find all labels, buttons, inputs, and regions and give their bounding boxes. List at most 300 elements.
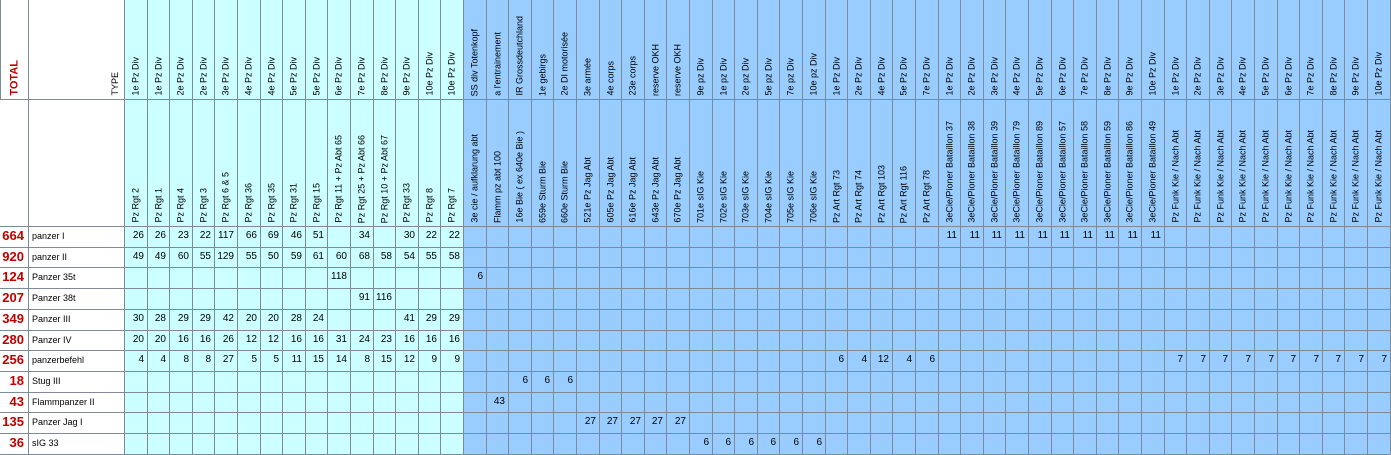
data-cell[interactable]: [1278, 248, 1300, 268]
row-type-cell[interactable]: [29, 434, 125, 455]
data-cell[interactable]: [148, 351, 170, 372]
data-cell[interactable]: [780, 351, 803, 372]
column-unit-header[interactable]: [170, 100, 193, 227]
data-cell[interactable]: [441, 331, 464, 351]
data-cell[interactable]: [667, 393, 690, 413]
data-cell[interactable]: [1368, 310, 1391, 331]
data-cell[interactable]: [577, 413, 600, 434]
data-cell[interactable]: [1119, 393, 1142, 413]
data-cell[interactable]: [419, 413, 441, 434]
data-cell[interactable]: [261, 289, 283, 310]
data-cell[interactable]: [803, 248, 826, 268]
column-division-header[interactable]: [1300, 0, 1323, 100]
data-cell[interactable]: [961, 227, 984, 248]
data-cell[interactable]: [735, 372, 758, 393]
data-cell[interactable]: [419, 310, 441, 331]
data-cell[interactable]: [1142, 413, 1165, 434]
data-cell[interactable]: [554, 310, 577, 331]
data-cell[interactable]: [690, 227, 713, 248]
data-cell[interactable]: [667, 331, 690, 351]
data-cell[interactable]: [667, 351, 690, 372]
data-cell[interactable]: [1074, 289, 1097, 310]
data-cell[interactable]: [984, 413, 1006, 434]
data-cell[interactable]: [577, 227, 600, 248]
column-division-header[interactable]: [509, 0, 532, 100]
data-cell[interactable]: [487, 289, 509, 310]
column-unit-header[interactable]: [1210, 100, 1232, 227]
data-cell[interactable]: [780, 289, 803, 310]
data-cell[interactable]: [667, 372, 690, 393]
data-cell[interactable]: [1006, 351, 1029, 372]
data-cell[interactable]: [577, 351, 600, 372]
column-unit-header[interactable]: [735, 100, 758, 227]
data-cell[interactable]: [1278, 393, 1300, 413]
data-cell[interactable]: [1278, 413, 1300, 434]
data-cell[interactable]: [735, 310, 758, 331]
data-cell[interactable]: [396, 372, 419, 393]
row-total-cell[interactable]: [0, 413, 29, 434]
data-cell[interactable]: [396, 227, 419, 248]
data-cell[interactable]: [1052, 248, 1074, 268]
data-cell[interactable]: [803, 268, 826, 289]
column-division-header[interactable]: [645, 0, 667, 100]
data-cell[interactable]: [758, 289, 780, 310]
data-cell[interactable]: [1300, 268, 1323, 289]
data-cell[interactable]: [306, 289, 328, 310]
data-cell[interactable]: [893, 227, 916, 248]
column-division-header[interactable]: [238, 0, 261, 100]
data-cell[interactable]: [283, 393, 306, 413]
data-cell[interactable]: [1345, 372, 1368, 393]
data-cell[interactable]: [1119, 248, 1142, 268]
data-cell[interactable]: [713, 393, 735, 413]
data-cell[interactable]: [1142, 227, 1165, 248]
data-cell[interactable]: [419, 227, 441, 248]
data-cell[interactable]: [1119, 372, 1142, 393]
data-cell[interactable]: [1323, 289, 1345, 310]
column-division-header[interactable]: [713, 0, 735, 100]
data-cell[interactable]: [1029, 289, 1052, 310]
data-cell[interactable]: [374, 393, 396, 413]
data-cell[interactable]: [690, 434, 713, 455]
data-cell[interactable]: [1255, 434, 1278, 455]
data-cell[interactable]: [1165, 268, 1187, 289]
data-cell[interactable]: [306, 310, 328, 331]
column-division-header[interactable]: [577, 0, 600, 100]
data-cell[interactable]: [1210, 351, 1232, 372]
data-cell[interactable]: [1165, 248, 1187, 268]
data-cell[interactable]: [1255, 393, 1278, 413]
data-cell[interactable]: [487, 372, 509, 393]
data-cell[interactable]: [916, 268, 939, 289]
data-cell[interactable]: [509, 268, 532, 289]
column-division-header[interactable]: [848, 0, 871, 100]
data-cell[interactable]: [215, 434, 238, 455]
data-cell[interactable]: [532, 289, 554, 310]
data-cell[interactable]: [600, 393, 622, 413]
data-cell[interactable]: [306, 393, 328, 413]
data-cell[interactable]: [984, 227, 1006, 248]
data-cell[interactable]: [532, 268, 554, 289]
data-cell[interactable]: [1210, 393, 1232, 413]
data-cell[interactable]: [215, 289, 238, 310]
data-cell[interactable]: [939, 310, 961, 331]
data-cell[interactable]: [871, 289, 893, 310]
data-cell[interactable]: [351, 413, 374, 434]
column-unit-header[interactable]: [1345, 100, 1368, 227]
data-cell[interactable]: [871, 372, 893, 393]
data-cell[interactable]: [396, 248, 419, 268]
data-cell[interactable]: [893, 310, 916, 331]
data-cell[interactable]: [1300, 310, 1323, 331]
data-cell[interactable]: [1345, 351, 1368, 372]
data-cell[interactable]: [939, 351, 961, 372]
column-unit-header[interactable]: [961, 100, 984, 227]
data-cell[interactable]: [622, 351, 645, 372]
data-cell[interactable]: [848, 351, 871, 372]
data-cell[interactable]: [871, 227, 893, 248]
data-cell[interactable]: [351, 331, 374, 351]
data-cell[interactable]: [961, 413, 984, 434]
column-unit-header[interactable]: [148, 100, 170, 227]
data-cell[interactable]: [125, 393, 148, 413]
data-cell[interactable]: [622, 331, 645, 351]
row-type-cell[interactable]: [29, 393, 125, 413]
data-cell[interactable]: [1187, 434, 1210, 455]
data-cell[interactable]: [554, 268, 577, 289]
data-cell[interactable]: [306, 372, 328, 393]
data-cell[interactable]: [148, 268, 170, 289]
row-total-cell[interactable]: [0, 310, 29, 331]
data-cell[interactable]: [1232, 351, 1255, 372]
column-division-header[interactable]: [735, 0, 758, 100]
data-cell[interactable]: [215, 248, 238, 268]
data-cell[interactable]: [1097, 268, 1119, 289]
data-cell[interactable]: [193, 393, 215, 413]
data-cell[interactable]: [419, 372, 441, 393]
data-cell[interactable]: [170, 434, 193, 455]
data-cell[interactable]: [532, 434, 554, 455]
data-cell[interactable]: [374, 248, 396, 268]
data-cell[interactable]: [374, 310, 396, 331]
data-cell[interactable]: [622, 413, 645, 434]
data-cell[interactable]: [577, 372, 600, 393]
data-cell[interactable]: [351, 393, 374, 413]
data-cell[interactable]: [1074, 227, 1097, 248]
column-division-header[interactable]: [1074, 0, 1097, 100]
data-cell[interactable]: [961, 289, 984, 310]
data-cell[interactable]: [419, 434, 441, 455]
row-type-cell[interactable]: [29, 351, 125, 372]
data-cell[interactable]: [509, 413, 532, 434]
data-cell[interactable]: [306, 248, 328, 268]
data-cell[interactable]: [1097, 289, 1119, 310]
data-cell[interactable]: [690, 351, 713, 372]
column-division-header[interactable]: [667, 0, 690, 100]
column-division-header[interactable]: [1006, 0, 1029, 100]
data-cell[interactable]: [600, 289, 622, 310]
column-unit-header[interactable]: [396, 100, 419, 227]
column-unit-header[interactable]: [667, 100, 690, 227]
column-unit-header[interactable]: [351, 100, 374, 227]
data-cell[interactable]: [283, 372, 306, 393]
data-cell[interactable]: [441, 268, 464, 289]
data-cell[interactable]: [193, 248, 215, 268]
column-division-header[interactable]: [328, 0, 351, 100]
data-cell[interactable]: [328, 248, 351, 268]
column-division-header[interactable]: [1323, 0, 1345, 100]
data-cell[interactable]: [328, 331, 351, 351]
column-division-header[interactable]: [916, 0, 939, 100]
column-unit-header[interactable]: [1119, 100, 1142, 227]
data-cell[interactable]: [1074, 393, 1097, 413]
column-division-header[interactable]: [758, 0, 780, 100]
data-cell[interactable]: [916, 351, 939, 372]
data-cell[interactable]: [1006, 289, 1029, 310]
data-cell[interactable]: [1278, 351, 1300, 372]
data-cell[interactable]: [532, 393, 554, 413]
data-cell[interactable]: [396, 268, 419, 289]
data-cell[interactable]: [125, 372, 148, 393]
data-cell[interactable]: [170, 331, 193, 351]
data-cell[interactable]: [758, 268, 780, 289]
row-type-cell[interactable]: [29, 310, 125, 331]
data-cell[interactable]: [1165, 310, 1187, 331]
data-cell[interactable]: [780, 310, 803, 331]
data-cell[interactable]: [215, 268, 238, 289]
column-division-header[interactable]: [487, 0, 509, 100]
column-unit-header[interactable]: [487, 100, 509, 227]
data-cell[interactable]: [351, 372, 374, 393]
column-unit-header[interactable]: [984, 100, 1006, 227]
column-unit-header[interactable]: [1255, 100, 1278, 227]
data-cell[interactable]: [961, 351, 984, 372]
data-cell[interactable]: [1278, 289, 1300, 310]
data-cell[interactable]: [1232, 227, 1255, 248]
data-cell[interactable]: [238, 248, 261, 268]
data-cell[interactable]: [1300, 413, 1323, 434]
column-division-header[interactable]: [125, 0, 148, 100]
data-cell[interactable]: [1232, 248, 1255, 268]
data-cell[interactable]: [667, 434, 690, 455]
data-cell[interactable]: [645, 227, 667, 248]
data-cell[interactable]: [622, 310, 645, 331]
data-cell[interactable]: [170, 413, 193, 434]
data-cell[interactable]: [735, 227, 758, 248]
data-cell[interactable]: [283, 434, 306, 455]
data-cell[interactable]: [939, 289, 961, 310]
data-cell[interactable]: [893, 434, 916, 455]
data-cell[interactable]: [351, 351, 374, 372]
data-cell[interactable]: [148, 372, 170, 393]
row-total-cell[interactable]: [0, 248, 29, 268]
column-division-header[interactable]: [1187, 0, 1210, 100]
row-type-cell[interactable]: [29, 372, 125, 393]
data-cell[interactable]: [916, 227, 939, 248]
data-cell[interactable]: [667, 310, 690, 331]
column-unit-header[interactable]: [848, 100, 871, 227]
data-cell[interactable]: [690, 248, 713, 268]
data-cell[interactable]: [374, 331, 396, 351]
row-total-cell[interactable]: [0, 393, 29, 413]
data-cell[interactable]: [1074, 248, 1097, 268]
data-cell[interactable]: [306, 268, 328, 289]
row-total-cell[interactable]: [0, 289, 29, 310]
column-unit-header[interactable]: [1232, 100, 1255, 227]
data-cell[interactable]: [1006, 268, 1029, 289]
data-cell[interactable]: [283, 289, 306, 310]
data-cell[interactable]: [487, 351, 509, 372]
data-cell[interactable]: [713, 227, 735, 248]
data-cell[interactable]: [622, 268, 645, 289]
data-cell[interactable]: [328, 227, 351, 248]
data-cell[interactable]: [1097, 227, 1119, 248]
data-cell[interactable]: [215, 310, 238, 331]
data-cell[interactable]: [554, 331, 577, 351]
data-cell[interactable]: [690, 310, 713, 331]
data-cell[interactable]: [125, 434, 148, 455]
column-unit-header[interactable]: [238, 100, 261, 227]
data-cell[interactable]: [1142, 248, 1165, 268]
data-cell[interactable]: [780, 434, 803, 455]
data-cell[interactable]: [645, 289, 667, 310]
data-cell[interactable]: [1187, 248, 1210, 268]
data-cell[interactable]: [916, 393, 939, 413]
data-cell[interactable]: [1165, 289, 1187, 310]
data-cell[interactable]: [1006, 331, 1029, 351]
data-cell[interactable]: [554, 289, 577, 310]
data-cell[interactable]: [238, 434, 261, 455]
data-cell[interactable]: [916, 434, 939, 455]
data-cell[interactable]: [780, 331, 803, 351]
data-cell[interactable]: [1029, 310, 1052, 331]
column-unit-header[interactable]: [1165, 100, 1187, 227]
data-cell[interactable]: [1006, 413, 1029, 434]
data-cell[interactable]: [984, 351, 1006, 372]
data-cell[interactable]: [1165, 372, 1187, 393]
data-cell[interactable]: [261, 310, 283, 331]
data-cell[interactable]: [148, 331, 170, 351]
data-cell[interactable]: [487, 268, 509, 289]
data-cell[interactable]: [464, 393, 487, 413]
data-cell[interactable]: [803, 310, 826, 331]
data-cell[interactable]: [532, 310, 554, 331]
data-cell[interactable]: [238, 289, 261, 310]
data-cell[interactable]: [1142, 310, 1165, 331]
data-cell[interactable]: [622, 227, 645, 248]
data-cell[interactable]: [554, 372, 577, 393]
data-cell[interactable]: [577, 248, 600, 268]
column-unit-header[interactable]: [1300, 100, 1323, 227]
data-cell[interactable]: [464, 227, 487, 248]
data-cell[interactable]: [1052, 434, 1074, 455]
data-cell[interactable]: [826, 227, 848, 248]
data-cell[interactable]: [125, 248, 148, 268]
data-cell[interactable]: [509, 227, 532, 248]
data-cell[interactable]: [1029, 227, 1052, 248]
data-cell[interactable]: [961, 268, 984, 289]
column-division-header[interactable]: [148, 0, 170, 100]
data-cell[interactable]: [1345, 434, 1368, 455]
data-cell[interactable]: [1210, 268, 1232, 289]
data-cell[interactable]: [939, 413, 961, 434]
data-cell[interactable]: [758, 413, 780, 434]
data-cell[interactable]: [1006, 434, 1029, 455]
data-cell[interactable]: [803, 351, 826, 372]
data-cell[interactable]: [374, 351, 396, 372]
data-cell[interactable]: [374, 372, 396, 393]
data-cell[interactable]: [893, 268, 916, 289]
column-unit-header[interactable]: [419, 100, 441, 227]
data-cell[interactable]: [419, 268, 441, 289]
data-cell[interactable]: [261, 248, 283, 268]
row-total-cell[interactable]: [0, 434, 29, 455]
column-unit-header[interactable]: [1323, 100, 1345, 227]
data-cell[interactable]: [1029, 393, 1052, 413]
row-type-cell[interactable]: [29, 227, 125, 248]
data-cell[interactable]: [735, 289, 758, 310]
column-unit-header[interactable]: [1052, 100, 1074, 227]
data-cell[interactable]: [1323, 434, 1345, 455]
data-cell[interactable]: [577, 393, 600, 413]
data-cell[interactable]: [600, 268, 622, 289]
data-cell[interactable]: [713, 372, 735, 393]
data-cell[interactable]: [170, 289, 193, 310]
data-cell[interactable]: [1029, 372, 1052, 393]
data-cell[interactable]: [939, 248, 961, 268]
data-cell[interactable]: [600, 434, 622, 455]
data-cell[interactable]: [306, 331, 328, 351]
data-cell[interactable]: [600, 351, 622, 372]
column-division-header[interactable]: [215, 0, 238, 100]
data-cell[interactable]: [1368, 331, 1391, 351]
data-cell[interactable]: [1232, 413, 1255, 434]
column-unit-header[interactable]: [1097, 100, 1119, 227]
data-cell[interactable]: [961, 434, 984, 455]
column-unit-header[interactable]: [713, 100, 735, 227]
column-unit-header[interactable]: [1368, 100, 1391, 227]
data-cell[interactable]: [758, 310, 780, 331]
data-cell[interactable]: [215, 351, 238, 372]
data-cell[interactable]: [1368, 413, 1391, 434]
data-cell[interactable]: [600, 227, 622, 248]
row-total-cell[interactable]: [0, 331, 29, 351]
data-cell[interactable]: [148, 393, 170, 413]
data-cell[interactable]: [261, 434, 283, 455]
type-header-cell[interactable]: [29, 0, 125, 100]
data-cell[interactable]: [1097, 351, 1119, 372]
data-cell[interactable]: [984, 289, 1006, 310]
data-cell[interactable]: [554, 413, 577, 434]
data-cell[interactable]: [1187, 227, 1210, 248]
data-cell[interactable]: [1300, 434, 1323, 455]
data-cell[interactable]: [622, 248, 645, 268]
data-cell[interactable]: [193, 310, 215, 331]
data-cell[interactable]: [690, 372, 713, 393]
data-cell[interactable]: [848, 413, 871, 434]
data-cell[interactable]: [238, 393, 261, 413]
column-unit-header[interactable]: [532, 100, 554, 227]
data-cell[interactable]: [1255, 351, 1278, 372]
column-unit-header[interactable]: [193, 100, 215, 227]
data-cell[interactable]: [803, 372, 826, 393]
data-cell[interactable]: [1052, 289, 1074, 310]
data-cell[interactable]: [1345, 289, 1368, 310]
data-cell[interactable]: [1368, 372, 1391, 393]
data-cell[interactable]: [441, 393, 464, 413]
data-cell[interactable]: [1142, 434, 1165, 455]
data-cell[interactable]: [1142, 393, 1165, 413]
